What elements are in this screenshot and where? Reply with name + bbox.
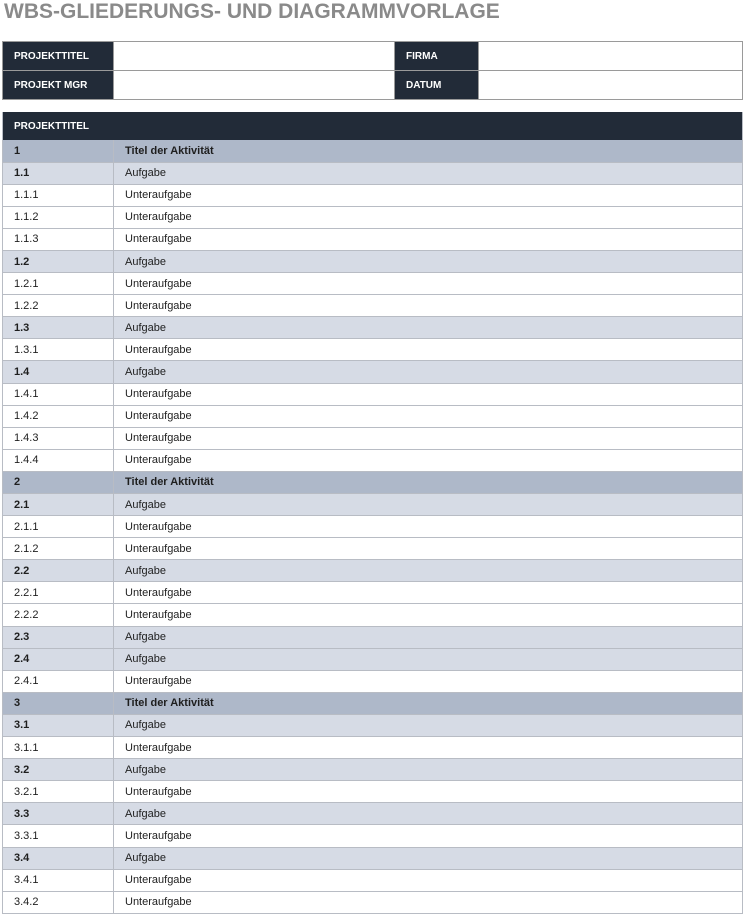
wbs-description: Unteraufgabe (114, 405, 743, 427)
wbs-row-activity[interactable] (3, 471, 743, 493)
wbs-row-sub[interactable] (3, 405, 743, 427)
wbs-description: Aufgabe (114, 560, 743, 582)
wbs-description: Aufgabe (114, 847, 743, 869)
company-field[interactable] (479, 42, 743, 71)
wbs-id: 1.3.1 (3, 339, 114, 361)
wbs-row-sub[interactable] (3, 891, 743, 913)
wbs-id: 1.4.4 (3, 449, 114, 471)
project-info-table (2, 41, 743, 100)
wbs-description: Aufgabe (114, 162, 743, 184)
wbs-row-task[interactable] (3, 560, 743, 582)
wbs-id: 1.1.3 (3, 228, 114, 250)
wbs-description: Titel der Aktivität (114, 471, 743, 493)
wbs-id: 3.1.1 (3, 737, 114, 759)
wbs-header-title: PROJEKTTITEL (3, 112, 743, 140)
wbs-row-activity[interactable] (3, 692, 743, 714)
wbs-description: Unteraufgabe (114, 273, 743, 295)
wbs-description: Aufgabe (114, 361, 743, 383)
wbs-description: Aufgabe (114, 317, 743, 339)
wbs-id: 1.2 (3, 250, 114, 272)
wbs-row-sub[interactable] (3, 582, 743, 604)
wbs-row-sub[interactable] (3, 228, 743, 250)
wbs-id: 2.1.1 (3, 516, 114, 538)
wbs-id: 1.3 (3, 317, 114, 339)
wbs-row-task[interactable] (3, 847, 743, 869)
wbs-description: Unteraufgabe (114, 184, 743, 206)
wbs-description: Unteraufgabe (114, 516, 743, 538)
wbs-id: 2.2 (3, 560, 114, 582)
wbs-row-task[interactable] (3, 626, 743, 648)
wbs-description: Unteraufgabe (114, 206, 743, 228)
wbs-row-activity[interactable] (3, 140, 743, 162)
wbs-row-sub[interactable] (3, 427, 743, 449)
page-title: WBS-GLIEDERUNGS- UND DIAGRAMMVORLAGE (4, 0, 500, 23)
wbs-description: Unteraufgabe (114, 891, 743, 913)
wbs-description: Unteraufgabe (114, 449, 743, 471)
wbs-id: 2.1 (3, 494, 114, 516)
wbs-row-sub[interactable] (3, 516, 743, 538)
wbs-description: Unteraufgabe (114, 582, 743, 604)
wbs-row-task[interactable] (3, 714, 743, 736)
wbs-header-row (3, 112, 743, 140)
wbs-row-sub[interactable] (3, 737, 743, 759)
wbs-id: 3.1 (3, 714, 114, 736)
wbs-row-sub[interactable] (3, 670, 743, 692)
wbs-id: 2.2.2 (3, 604, 114, 626)
wbs-description: Aufgabe (114, 714, 743, 736)
wbs-description: Unteraufgabe (114, 383, 743, 405)
wbs-row-sub[interactable] (3, 273, 743, 295)
wbs-table-body (3, 112, 743, 913)
wbs-row-sub[interactable] (3, 206, 743, 228)
wbs-id: 2.1.2 (3, 538, 114, 560)
wbs-description: Unteraufgabe (114, 869, 743, 891)
wbs-description: Unteraufgabe (114, 670, 743, 692)
wbs-table (2, 112, 743, 914)
wbs-row-sub[interactable] (3, 538, 743, 560)
wbs-row-task[interactable] (3, 162, 743, 184)
wbs-row-sub[interactable] (3, 781, 743, 803)
wbs-id: 1.4.3 (3, 427, 114, 449)
project-info-row (3, 71, 743, 100)
wbs-description: Unteraufgabe (114, 427, 743, 449)
wbs-id: 1.4.2 (3, 405, 114, 427)
wbs-description: Unteraufgabe (114, 737, 743, 759)
wbs-id: 1.2.2 (3, 295, 114, 317)
wbs-row-sub[interactable] (3, 339, 743, 361)
wbs-row-sub[interactable] (3, 383, 743, 405)
wbs-id: 2.4 (3, 648, 114, 670)
wbs-description: Titel der Aktivität (114, 692, 743, 714)
wbs-row-sub[interactable] (3, 295, 743, 317)
wbs-description: Titel der Aktivität (114, 140, 743, 162)
wbs-description: Unteraufgabe (114, 228, 743, 250)
wbs-description: Aufgabe (114, 250, 743, 272)
wbs-id: 1.1.2 (3, 206, 114, 228)
wbs-row-task[interactable] (3, 361, 743, 383)
wbs-id: 3.2 (3, 759, 114, 781)
wbs-row-task[interactable] (3, 250, 743, 272)
wbs-row-sub[interactable] (3, 825, 743, 847)
wbs-description: Unteraufgabe (114, 825, 743, 847)
wbs-id: 1.4 (3, 361, 114, 383)
wbs-id: 3 (3, 692, 114, 714)
wbs-id: 2 (3, 471, 114, 493)
wbs-description: Aufgabe (114, 648, 743, 670)
wbs-id: 1.2.1 (3, 273, 114, 295)
wbs-id: 2.2.1 (3, 582, 114, 604)
wbs-id: 1 (3, 140, 114, 162)
wbs-description: Unteraufgabe (114, 295, 743, 317)
project-info-row (3, 42, 743, 71)
project-manager-field[interactable] (114, 71, 395, 100)
wbs-row-sub[interactable] (3, 869, 743, 891)
wbs-row-sub[interactable] (3, 604, 743, 626)
wbs-id: 3.3 (3, 803, 114, 825)
date-label: DATUM (395, 71, 479, 100)
wbs-id: 2.4.1 (3, 670, 114, 692)
wbs-row-task[interactable] (3, 759, 743, 781)
wbs-row-task[interactable] (3, 317, 743, 339)
wbs-description: Unteraufgabe (114, 781, 743, 803)
wbs-row-sub[interactable] (3, 184, 743, 206)
wbs-description: Unteraufgabe (114, 604, 743, 626)
wbs-row-task[interactable] (3, 803, 743, 825)
wbs-id: 3.2.1 (3, 781, 114, 803)
project-title-label: PROJEKTTITEL (3, 42, 114, 71)
wbs-id: 1.1.1 (3, 184, 114, 206)
project-title-field[interactable] (114, 42, 395, 71)
wbs-row-task[interactable] (3, 494, 743, 516)
wbs-id: 3.4.2 (3, 891, 114, 913)
wbs-id: 3.4.1 (3, 869, 114, 891)
wbs-description: Aufgabe (114, 759, 743, 781)
wbs-description: Aufgabe (114, 803, 743, 825)
wbs-row-sub[interactable] (3, 449, 743, 471)
wbs-id: 3.4 (3, 847, 114, 869)
wbs-description: Aufgabe (114, 626, 743, 648)
date-field[interactable] (479, 71, 743, 100)
wbs-description: Unteraufgabe (114, 538, 743, 560)
wbs-description: Unteraufgabe (114, 339, 743, 361)
wbs-id: 3.3.1 (3, 825, 114, 847)
project-manager-label: PROJEKT MGR (3, 71, 114, 100)
wbs-id: 1.1 (3, 162, 114, 184)
wbs-id: 2.3 (3, 626, 114, 648)
wbs-id: 1.4.1 (3, 383, 114, 405)
company-label: FIRMA (395, 42, 479, 71)
wbs-description: Aufgabe (114, 494, 743, 516)
wbs-row-task[interactable] (3, 648, 743, 670)
